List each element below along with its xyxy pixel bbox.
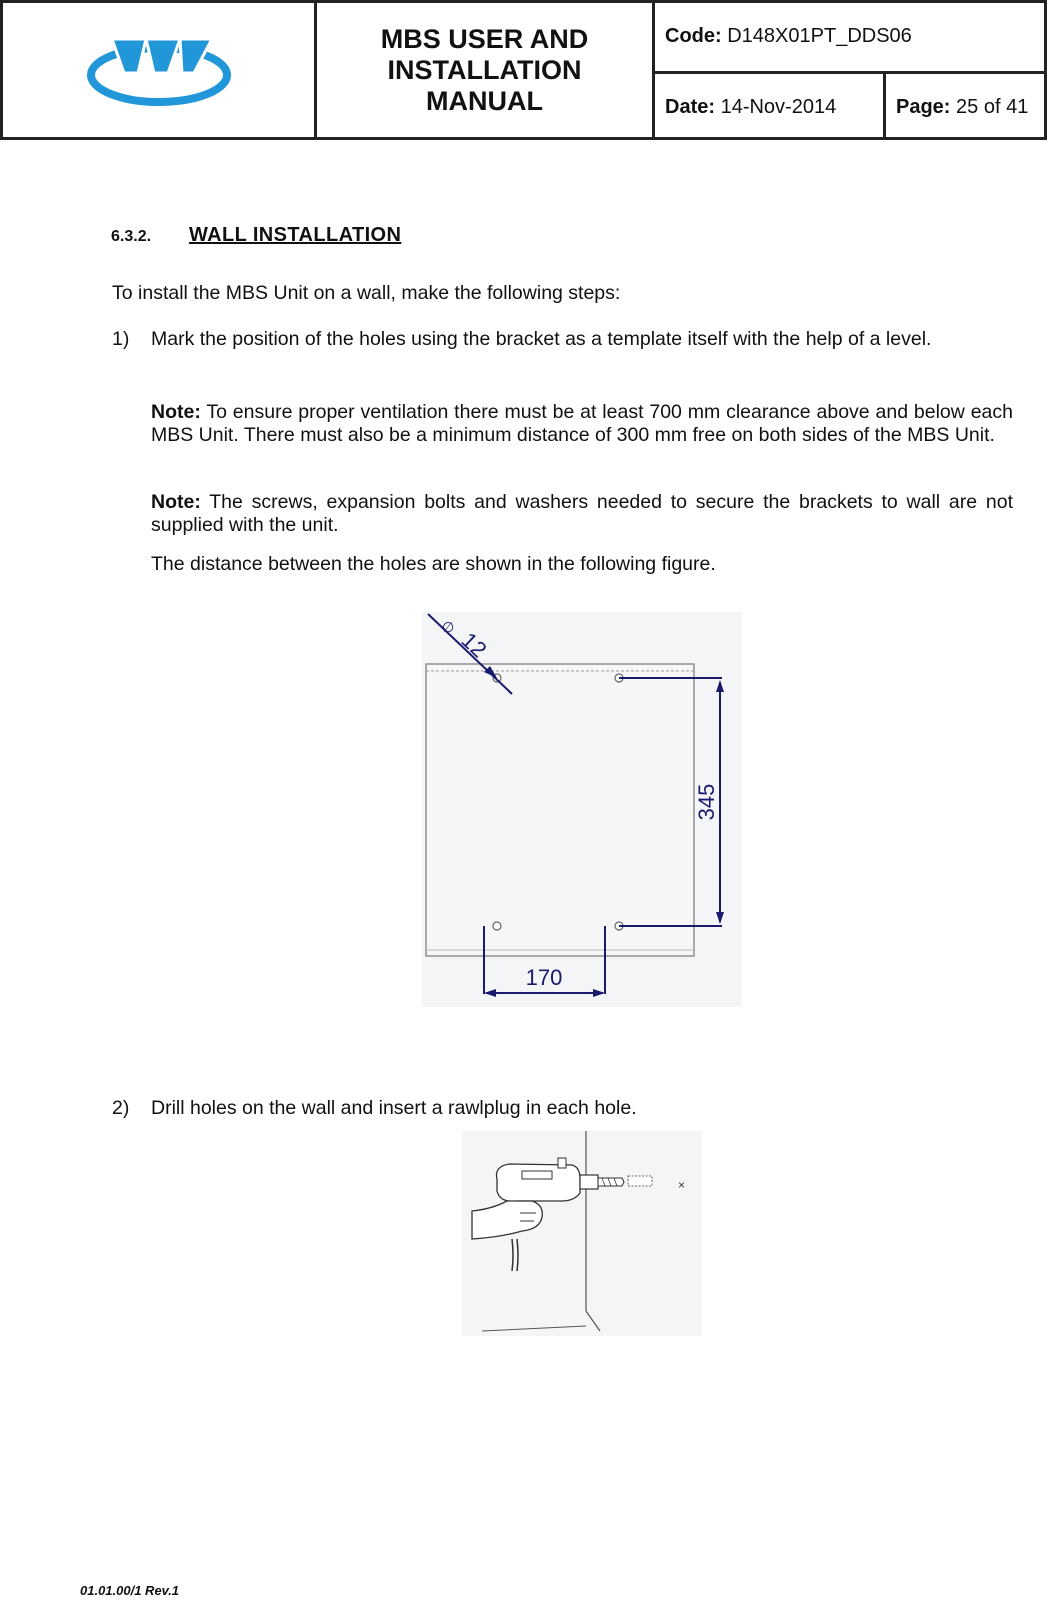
company-logo — [3, 3, 314, 137]
code-value: D148X01PT_DDS06 — [727, 25, 912, 47]
rawlplug — [628, 1176, 652, 1186]
code-label: Code: — [665, 25, 722, 47]
horizontal-dimension-label: 170 — [525, 965, 563, 990]
note-label: Note: — [151, 401, 201, 423]
step-text: Mark the position of the holes using the bracket as a template itself with the help of a level. — [151, 328, 932, 350]
drill-bit — [598, 1178, 624, 1186]
header-divider — [652, 3, 655, 137]
hole-mark-icon: × — [678, 1178, 686, 1192]
step-number: 1) — [112, 328, 130, 350]
note-paragraph — [151, 401, 1013, 447]
drill-illustration — [462, 1131, 702, 1336]
figure-caption: The distance between the holes are shown in the following figure. — [151, 553, 716, 575]
document-date — [665, 96, 836, 119]
note-label: Note: — [151, 491, 201, 513]
header-divider — [655, 71, 1044, 74]
header-divider — [883, 72, 886, 137]
date-label: Date: — [665, 96, 716, 118]
intro-paragraph: To install the MBS Unit on a wall, make the following steps: — [112, 282, 621, 304]
bracket-hole-diagram — [422, 612, 742, 1007]
mounting-hole — [493, 922, 501, 930]
page-number — [896, 96, 1028, 119]
step-text: Drill holes on the wall and insert a rawlplug in each hole. — [151, 1097, 637, 1119]
section-number: 6.3.2. — [111, 228, 152, 245]
step-number: 2) — [112, 1097, 130, 1119]
page-label: Page: — [896, 96, 951, 118]
drill-chuck — [580, 1175, 598, 1189]
note-text: To ensure proper ventilation there must be at least 700 mm clearance above and below each MBS Unit. There must also be a minimum distance of 300 mm free on both sides of the MBS Unit. — [151, 401, 1013, 446]
note-text: The screws, expansion bolts and washers needed to secure the brackets to wall are not supplied with the unit. — [151, 491, 1013, 536]
drill-switch — [558, 1158, 566, 1168]
diameter-symbol: ∅ — [442, 619, 455, 635]
title-line: MANUAL — [426, 85, 543, 116]
drill-body — [497, 1164, 580, 1201]
page-value: 25 of 41 — [956, 96, 1029, 118]
hole-diameter-label: 12 — [456, 627, 492, 663]
title-line: MBS USER AND — [380, 23, 589, 54]
document-header — [0, 0, 1047, 140]
document-code — [665, 25, 912, 48]
date-value: 14-Nov-2014 — [720, 96, 837, 118]
vertical-dimension-label: 345 — [694, 783, 719, 821]
section-title: WALL INSTALLATION — [189, 224, 402, 246]
title-line: INSTALLATION — [387, 54, 582, 85]
bracket-outline — [426, 664, 694, 956]
footer-revision: 01.01.00/1 Rev.1 — [80, 1583, 180, 1598]
document-title — [317, 3, 652, 137]
note-paragraph — [151, 491, 1013, 537]
